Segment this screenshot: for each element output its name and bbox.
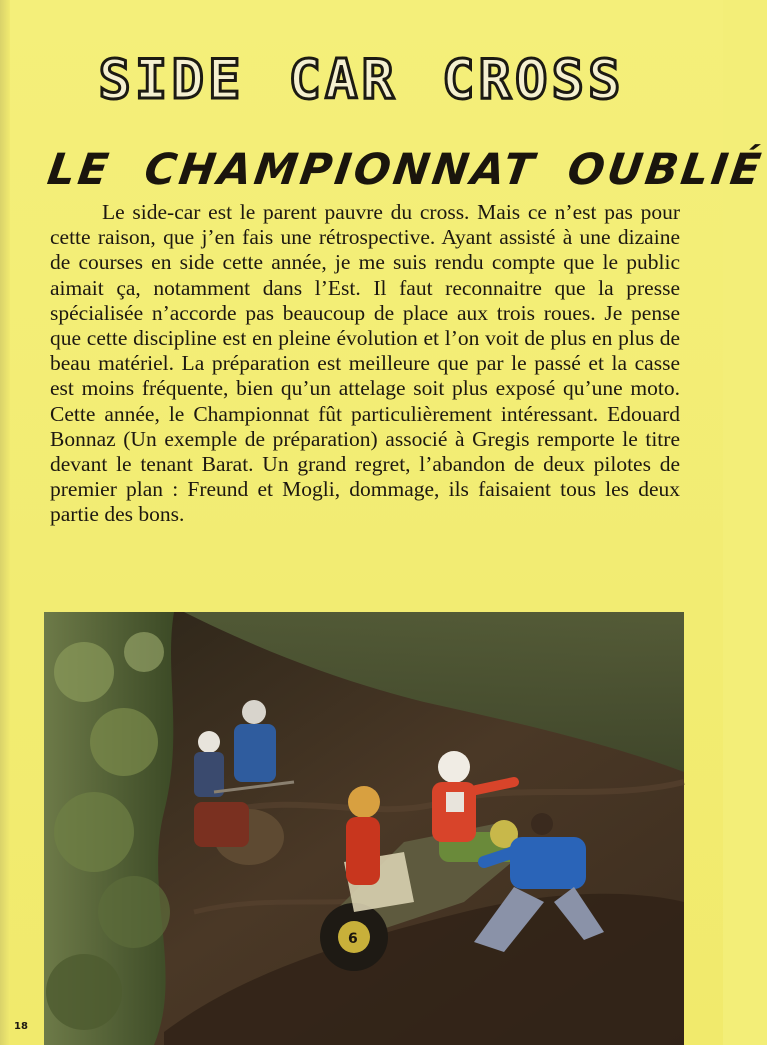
section-kicker (0, 50, 723, 110)
rider-helmet (438, 751, 470, 783)
page-number: 18 (14, 1021, 28, 1032)
page-edge (0, 0, 10, 1045)
kicker-word-side: SIDE (98, 48, 245, 111)
headline-word-le: LE (44, 145, 115, 195)
headline-word-championnat: CHAMPIONNAT (141, 145, 540, 195)
kicker-word-car: CAR (288, 48, 399, 111)
kicker-word-cross: CROSS (442, 48, 625, 111)
headline-word-oublie: OUBLIÉ (564, 145, 767, 195)
passenger (346, 817, 380, 885)
sidecar-number: 6 (348, 931, 358, 947)
article-headline (44, 142, 767, 198)
article-body: Le side-car est le parent pauvre du cross. Mais ce n’est pas pour cette raison, que j’en fais une rétrospective. Ayant assisté à une dizaine de courses en side cette année, je me suis rendu compte que le public aimait ça, notamment dans l’Est. Il faut reconnaitre que la presse spécialisée n’accorde pas beaucoup de place aux trois roues. Je pense que cette discipline est en pleine évolution et l’on voit de plus en plus de beau matériel. La préparation est meilleure que par le passé et la casse est moins fréquente, bien qu’un attelage soit plus exposé qu’une moto. Cette année, le Championnat fût particulièrement intéressant. Edouard Bonnaz (Un exemple de préparation) associé à Gregis remporte le titre devant le tenant Barat. Un grand regret, l’abandon de deux pilotes de premier plan : Freund et Mogli, dommage, ils faisaient tous les deux partie des bons. (50, 200, 680, 527)
sidecar-photo-illustration (44, 612, 684, 1045)
sidecar-photo (44, 612, 684, 1045)
passenger-helmet (348, 786, 380, 818)
